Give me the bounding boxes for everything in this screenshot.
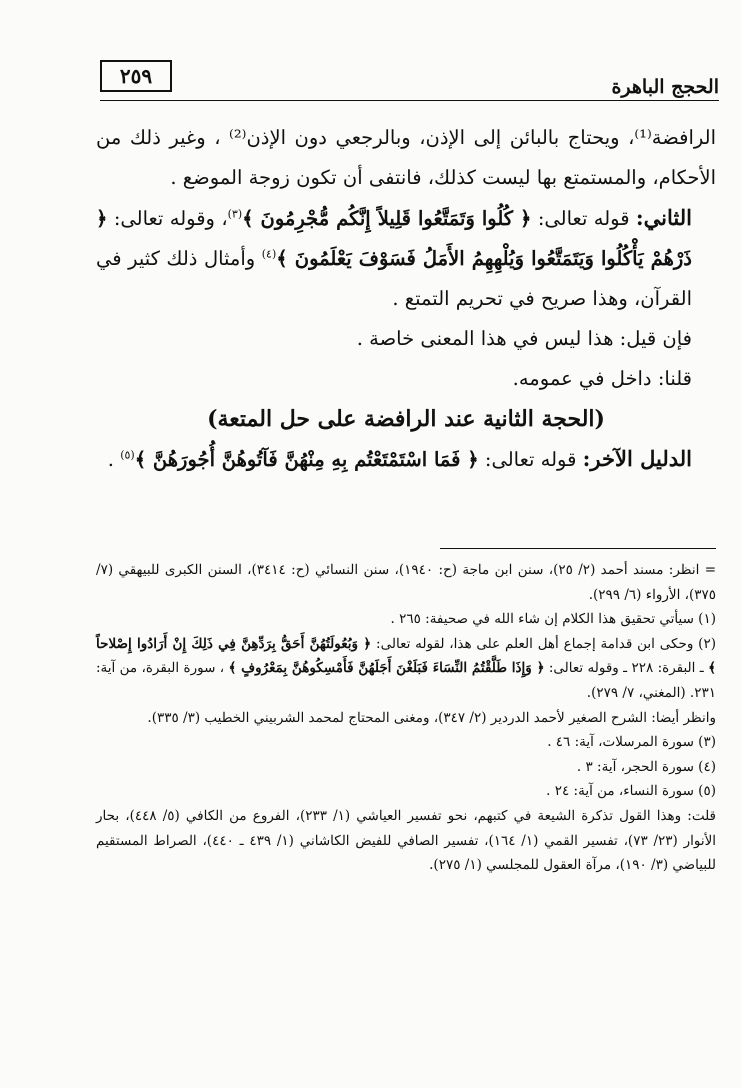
text-span: ـ البقرة: ٢٢٨ ـ وقوله تعالى: [544,660,709,677]
quran-verse: ﴿ وَإِذَا طَلَّقْتُمُ النِّسَاءَ فَبَلَغْنَ أَجَلَهُنَّ فَأَمْسِكُوهُنَّ بِمَعْرُوفٍ ﴾ [228,660,545,677]
footnote-4: (٤) سورة الحجر، آية: ٣ . [576,758,716,775]
second-proof-label: الثاني: [635,205,692,230]
footnote-3: (٣) سورة المرسلات، آية: ٤٦ . [547,734,716,751]
quran-verse: ﴿ فَمَا اسْتَمْتَعْتُم بِهِ مِنْهُنَّ فَآتُوهُنَّ أُجُورَهُنَّ ﴾ [134,448,479,471]
footnote-2 [96,632,716,706]
paragraph-other-proof [96,439,716,480]
footnote-ref: (٤) [261,247,277,261]
text-span: (٢) وحكى ابن قدامة إجماع أهل العلم على هذا، لقوله تعالى: [371,635,716,652]
header-rule [100,100,719,101]
quran-verse: ﴿ ذَرْهُمْ يَأْكُلُوا وَيَتَمَتَّعُوا وَيُلْهِهِمُ الأَمَلُ فَسَوْفَ يَعْلَمُونَ ﴾ [96,207,692,270]
footnotes [96,558,716,878]
footnote-1: (١) سيأتي تحقيق هذا الكلام إن شاء الله في صحيفة: ٢٦٥ . [390,611,716,628]
section-heading: (الحجة الثانية عند الرافضة على حل المتعة) [207,406,605,432]
other-proof-label: الدليل الآخر: [582,446,692,471]
text-span: قوله تعالى: [478,448,583,471]
text-span: قوله تعالى: [531,207,636,230]
paragraph-objection: فإن قيل: هذا ليس في هذا المعنى خاصة . [356,327,692,350]
text-span: . [107,448,121,471]
text-span: ، سورة البقرة، من آية: ٢٣١. (المغني، ٧/ ٢٧٩). [96,660,716,701]
quran-verse: ﴿ كُلُوا وَتَمَتَّعُوا قَلِيلاً إِنَّكُم مُّجْرِمُونَ ﴾ [242,207,532,230]
footnote-ref: (٣) [227,207,243,221]
paragraph-reply: قلنا: داخل في عمومه. [512,367,692,390]
footnote-5: (٥) سورة النساء، من آية: ٢٤ . [546,783,716,800]
running-title: الحجج الباهرة [611,76,719,98]
page-number: ٢٥٩ [100,60,172,92]
quran-verse: ﴿ وَبُعُولَتُهُنَّ أَحَقُّ بِرَدِّهِنَّ فِي ذَلِكَ إِنْ أَرَادُوا إِصْلاحاً ﴾ [96,635,717,677]
footnote-ref: (٥) [120,448,135,462]
page-header [100,50,719,104]
main-text [96,118,716,480]
paragraph-second-proof [96,198,716,319]
text-span: ، وقوله تعالى: [107,207,228,230]
footnote-2-also: وانظر أيضا: الشرح الصغير لأحمد الدردير (٢/ ٣٤٧)، ومغنى المحتاج لمحمد الشربيني الخطيب (٣/ ٣٣٥). [147,709,716,726]
paragraph-continuation: الرافضة⁽¹⁾، ويحتاج بالبائن إلى الإذن، وبالرجعي دون الإذن⁽²⁾ ، وغير ذلك من الأحكام، والمستمتع بها ليست كذلك، فانتفى أن تكون زوجة الموضع . [96,126,716,189]
footnote-5-note: قلت: وهذا القول تذكرة الشيعة في كتبهم، نحو تفسير العياشي (١/ ٢٣٣)، الفروع من الكافي (٥/ ٤٤٨)، بحار الأنوار (٢٣/ ٧٣)، تفسير القمي (١/ ١٦٤)، تفسير الصافي للفيض الكاشاني (١/ ٤٣٩ ـ ٤٤٠)، الصراط المستقيم للبياضي (٣/ ١٩٠)، مرآة العقول للمجلسي (١/ ٢٧٥). [96,807,717,874]
text-span: وأمثال ذلك كثير في القرآن، وهذا صريح في تحريم التمتع . [96,247,692,310]
footnote-continuation: = انظر: مسند أحمد (٢/ ٢٥)، سنن ابن ماجة (ح: ١٩٤٠)، سنن النسائي (ح: ٣٤١٤)، السنن الكبرى للبيهقي (٧/ ٣٧٥)، الأرواء (٦/ ٢٩٩). [96,562,717,603]
footnote-separator [440,548,716,549]
